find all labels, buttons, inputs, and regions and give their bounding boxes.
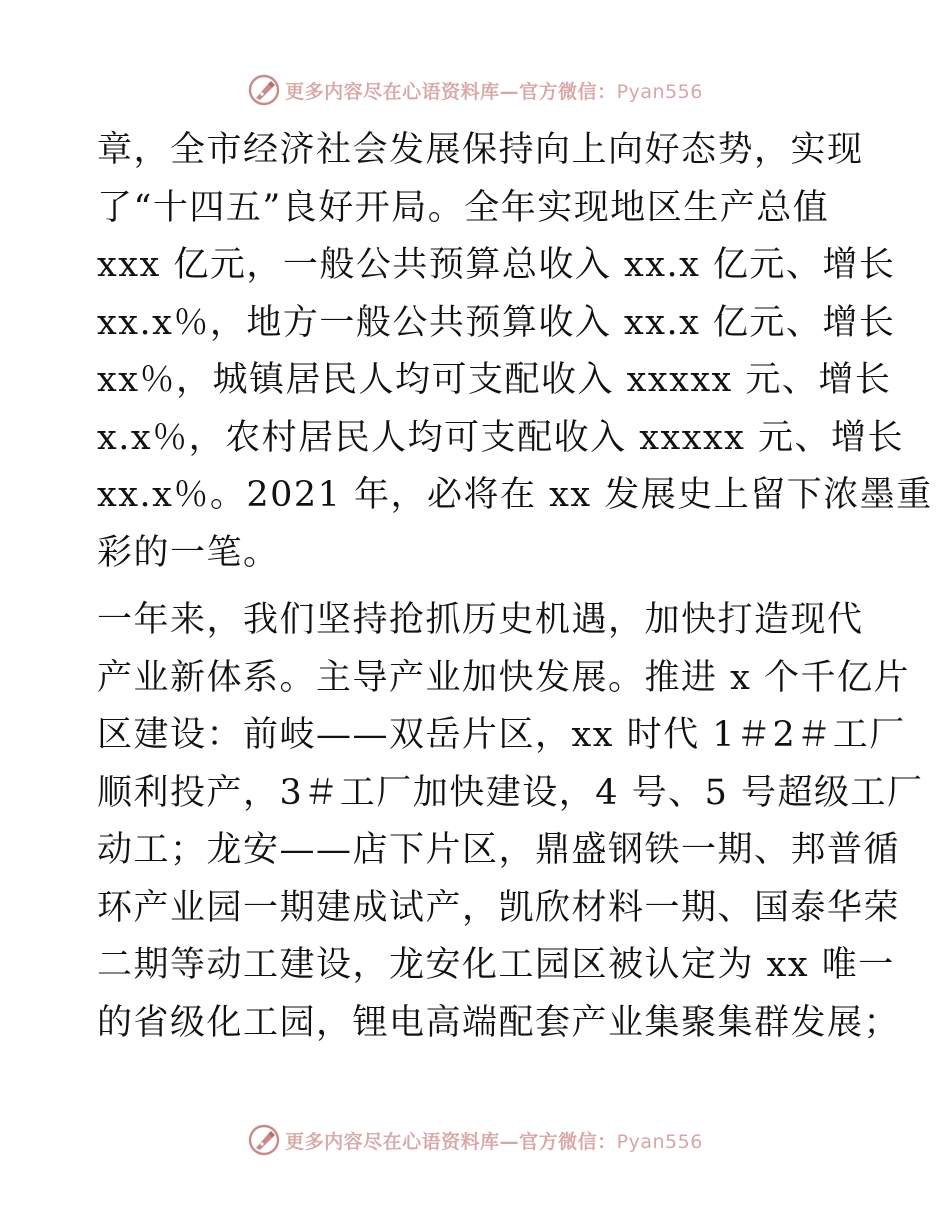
document-body <box>97 122 933 1052</box>
paragraph-1 <box>97 122 933 582</box>
text-line: 了“十四五”良好开局。全年实现地区生产总值 <box>97 187 830 228</box>
text-line: xx％，城镇居民人均可支配收入 xxxxx 元、增长 <box>97 360 892 400</box>
banner-label: 更多内容尽在心语资料库—官方微信： <box>285 1130 617 1153</box>
header-banner <box>0 70 950 110</box>
footer-banner-inner <box>247 1123 703 1157</box>
text-line: 彩的一笔。 <box>97 532 280 573</box>
banner-wechat-id: Pyan556 <box>616 80 703 103</box>
text-line: 动工；龙安——店下片区，鼎盛钢铁一期、邦普循 <box>97 830 901 870</box>
text-line: 章，全市经济社会发展保持向上向好态势，实现 <box>97 130 864 170</box>
paragraph-2 <box>97 592 924 1052</box>
footer-banner <box>0 1120 950 1160</box>
banner-wechat-id: Pyan556 <box>616 1130 703 1153</box>
banner-label: 更多内容尽在心语资料库—官方微信： <box>285 80 617 103</box>
text-line: 区建设：前岐——双岳片区，xx 时代 1＃2＃工厂 <box>97 715 906 755</box>
text-line: 环产业园一期建成试产，凯欣材料一期、国泰华荣 <box>97 887 901 928</box>
text-line: 产业新体系。主导产业加快发展。推进 x 个千亿片 <box>97 657 910 698</box>
banner-text <box>285 77 703 104</box>
text-line: 顺利投产，3＃工厂加快建设，4 号、5 号超级工厂 <box>97 772 924 813</box>
text-line: xx.x％，地方一般公共预算收入 xx.x 亿元、增长 <box>97 302 896 343</box>
banner-text <box>285 1127 703 1154</box>
text-line: 的省级化工园，锂电高端配套产业集聚集群发展； <box>97 1002 901 1043</box>
text-line: 二期等动工建设，龙安化工园区被认定为 xx 唯一 <box>97 945 895 985</box>
text-line: xxx 亿元，一般公共预算总收入 xx.x 亿元、增长 <box>97 245 896 285</box>
pen-nib-logo-icon <box>247 1123 281 1157</box>
header-banner-inner <box>247 73 703 107</box>
pen-nib-logo-icon <box>247 73 281 107</box>
text-line: xx.x％。2021 年，必将在 xx 发展史上留下浓墨重 <box>97 475 933 515</box>
paragraph-gap <box>97 582 857 592</box>
text-line: 一年来，我们坚持抢抓历史机遇，加快打造现代 <box>97 600 864 640</box>
text-line: x.x％，农村居民人均可支配收入 xxxxx 元、增长 <box>97 417 905 458</box>
